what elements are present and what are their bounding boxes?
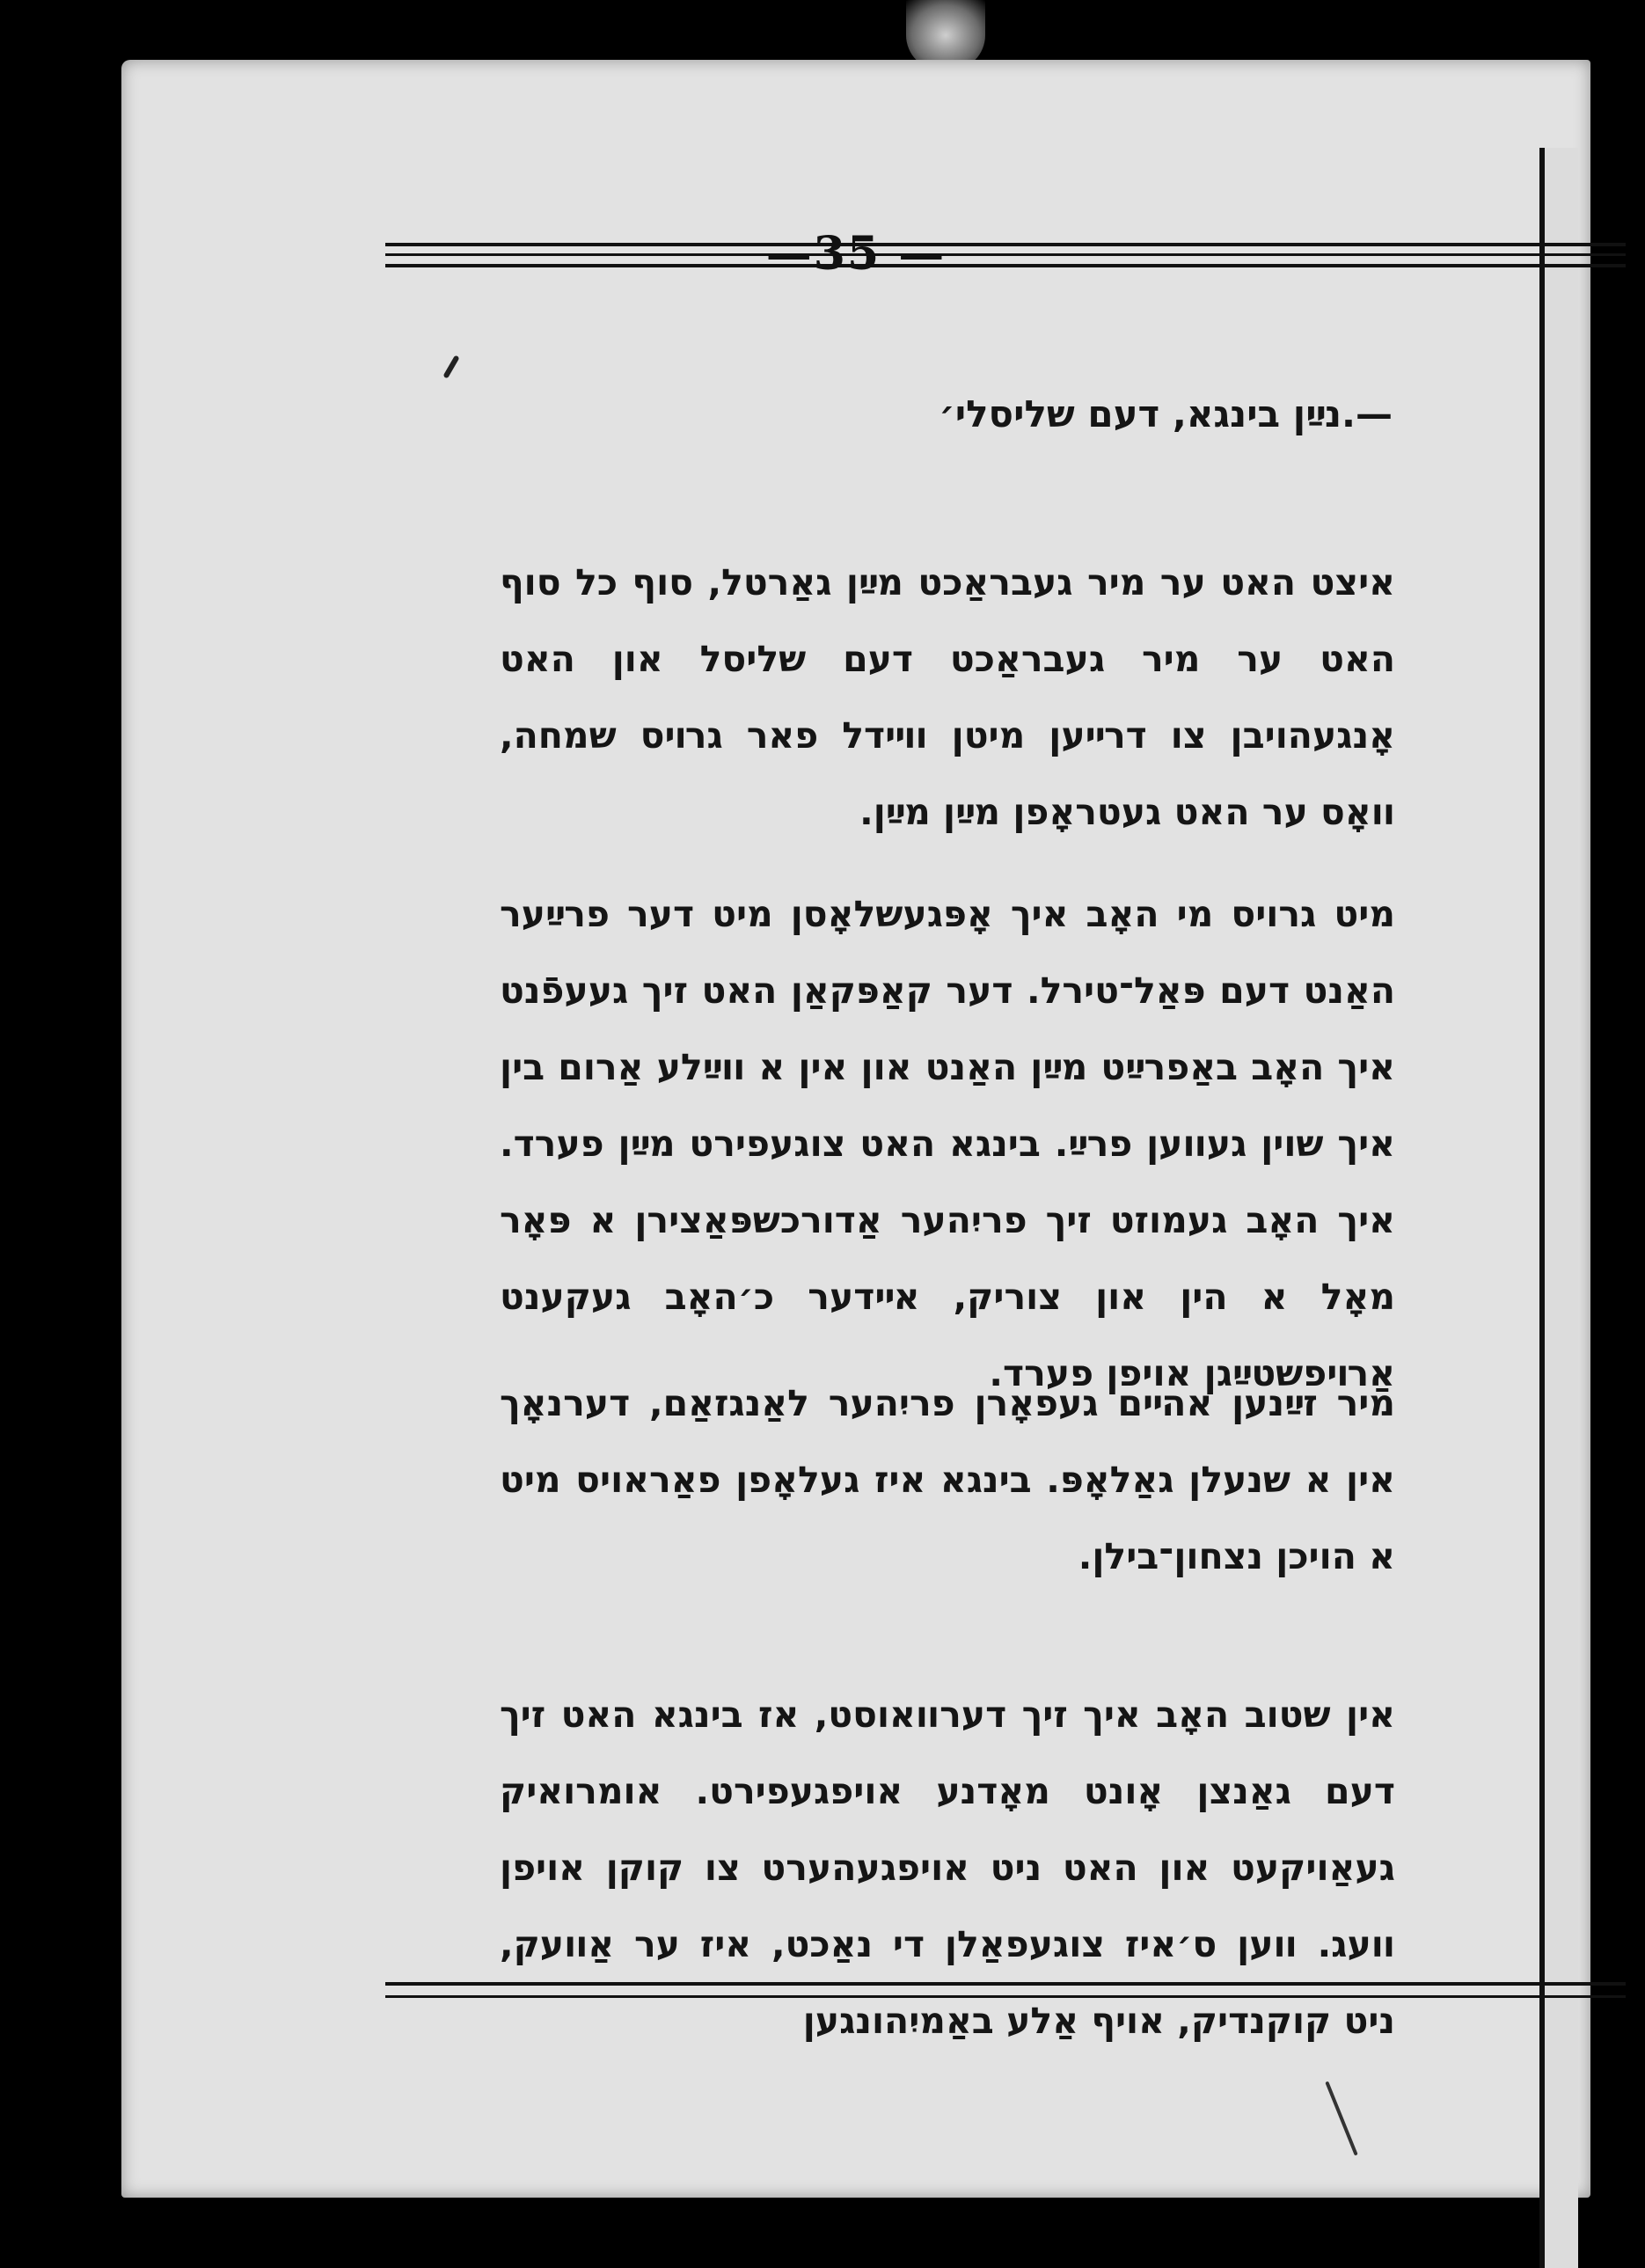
section-heading: —.נײַן בינגא, דעם שליסלי׳	[939, 392, 1393, 435]
paragraph-4: אין שטוב האָב איך זיך דערװאוסט, אז בינגא האט זיך דעם גאַנצן אָונט מאָדנע אויפגעפירט. אומרואיק געאַויקעט און האט ניט אויפגעהערט צו קוקן אויפן װעג. װען ס׳איז צוגעפאַלן די נאַכט, איז ער אַװעק, ניט קוקנדיק, אויף אַלע באַמיִהונגען	[500, 1694, 1395, 2042]
header-rule-3	[385, 264, 1626, 267]
paragraph-1: איצט האט ער מיר געבראַכט מײַן גאַרטל, סוף כל סוף האט ער מיר געבראַכט דעם שליסל און האט אָנגעהויבן צו דרײען מיטן װײדל פאר גרױס שמחה, װאָס ער האט געטראָפן מײַן מײַן.	[500, 561, 1395, 833]
paragraph-3: מיר זײַנען אהײם געפאָרן פריִהער לאַנגזאַם, דערנאָך אין א שנעלן גאַלאָפּ. בינגא איז געלאָפן פאַראויס מיט א הויכן נצחון־בילן.	[500, 1382, 1395, 1577]
page-number: —35 —	[765, 227, 947, 281]
header-rule-1	[385, 243, 1626, 246]
next-page-edge	[1539, 148, 1578, 2268]
pencil-mark	[442, 355, 459, 378]
header-rule-2	[385, 253, 1626, 256]
pencil-stroke	[1325, 2081, 1357, 2156]
book-page	[121, 60, 1590, 2198]
paragraph-2: מיט גרויס מי האָב איך אָפּגעשלאָסן מיט דער פרײַער האַנט דעם פּאַל־טירל. דער קאַפּקאַן האט זיך געעפֿנט איך האָב באַפרײַט מײַן האַנט און אין א װײַלע אַרום בין איך שוין געװען פרײַ. בינגא האט צוגעפירט מײַן פערד. איך האָב געמוזט זיך פריִהער אַדורכשפּאַצירן א פּאָר מאָל א הין און צוריק, אײדער כ׳האָב געקענט אַרױפשטײַגן אויפן פערד.	[500, 893, 1395, 1394]
footer-rule-2	[385, 1995, 1626, 1998]
footer-rule-1	[385, 1982, 1626, 1986]
